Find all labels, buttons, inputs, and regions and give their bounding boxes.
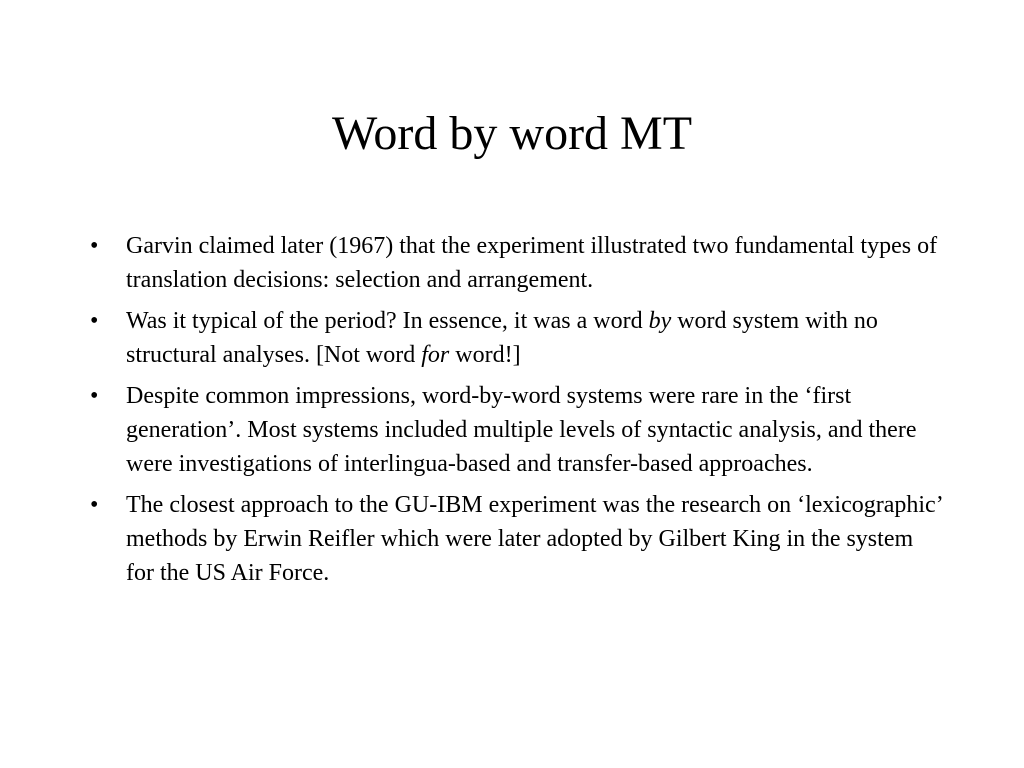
bullet-item-2 [84, 304, 944, 372]
bullet-4-part-1: The closest approach to the GU-IBM experiment was the research on ‘lexicographic’ methods by Erwin Reifler which were later adopted by Gilbert King in the system for the US Air Force. [126, 492, 942, 586]
bullet-item-3 [84, 379, 944, 481]
bullet-2-emphasis-by: by [648, 308, 672, 334]
bullet-2-emphasis-for: for [421, 342, 450, 368]
bullet-item-1 [84, 229, 944, 297]
bullet-icon: • [90, 492, 99, 518]
bullet-1-part-1: Garvin claimed later (1967) that the experiment illustrated two fundamental types of translation decisions: selection and arrangement. [126, 233, 938, 293]
bullet-icon: • [90, 233, 99, 259]
bullet-item-4 [84, 488, 944, 590]
bullet-icon: • [90, 308, 99, 334]
bullet-text-3 [126, 383, 916, 477]
slide-title: Word by word MT [331, 107, 693, 160]
bullet-text-4 [126, 492, 942, 586]
bullet-2-part-1: Was it typical of the period? In essence, it was a word [126, 308, 649, 334]
bullet-text-2 [126, 308, 878, 368]
bullet-3-part-1: Despite common impressions, word-by-word systems were rare in the ‘first generation’. Most systems included multiple levels of syntactic analysis, and there were investigations of interlingua-based and transfer-based approaches. [126, 383, 917, 477]
bullet-text-1 [126, 233, 937, 293]
bullet-2-part-5: word!] [449, 342, 521, 368]
bullet-icon: • [90, 383, 99, 409]
bullet-2-part-3: word system with no structural analyses. [Not word [126, 308, 878, 368]
bullet-list [84, 229, 944, 597]
